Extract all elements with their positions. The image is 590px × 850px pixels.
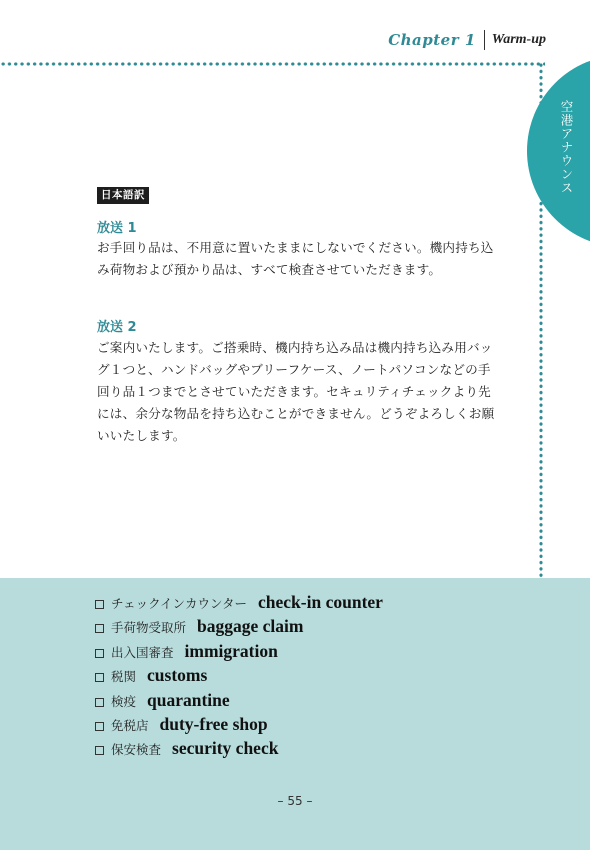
checkbox[interactable]	[95, 722, 104, 731]
vocabulary-item	[95, 690, 383, 714]
vocabulary-item	[95, 714, 383, 738]
vocabulary-japanese: 免税店	[111, 717, 149, 733]
vocabulary-japanese: 保安検査	[111, 742, 162, 758]
broadcast-2-line: ご案内いたします。ご搭乗時、機内持ち込み品は機内持ち込み用バッ	[97, 340, 493, 355]
page-number: – 55 –	[277, 794, 313, 808]
broadcast-2-line: グ１つと、ハンドバッグやブリーフケース、ノートパソコンなどの手	[97, 362, 491, 377]
vocabulary-english: security check	[172, 738, 279, 759]
vocabulary-english: check-in counter	[258, 592, 383, 612]
vocabulary-english: customs	[147, 665, 208, 686]
vocabulary-japanese: 出入国審査	[111, 644, 174, 660]
vocabulary-item	[95, 665, 383, 689]
broadcast-1-body	[97, 237, 517, 281]
vocabulary-english: baggage claim	[197, 616, 304, 637]
broadcast-2-heading: 放送 2	[97, 320, 137, 335]
chapter-divider	[484, 30, 485, 50]
vocabulary-item	[95, 641, 383, 665]
vocabulary-japanese: チェックインカウンター	[111, 596, 248, 611]
vocabulary-item	[95, 738, 383, 762]
checkbox[interactable]	[95, 673, 104, 682]
vocabulary-japanese: 検疫	[111, 693, 137, 709]
checkbox[interactable]	[95, 624, 104, 633]
vocabulary-english: duty-free shop	[159, 713, 268, 734]
broadcast-2-line: いいたします。	[97, 428, 186, 443]
vocabulary-japanese: 手荷物受取所	[111, 620, 187, 636]
vocabulary-list	[95, 592, 383, 763]
vocabulary-item	[95, 592, 383, 616]
chapter-label: Chapter 1	[388, 31, 476, 49]
vocabulary-japanese: 税関	[111, 669, 137, 685]
checkbox[interactable]	[95, 746, 104, 755]
side-tab-label: 空港アナウンス	[559, 100, 574, 195]
checkbox[interactable]	[95, 698, 104, 707]
translation-badge: 日本語訳	[97, 187, 149, 204]
dotted-border-top	[0, 62, 545, 66]
chapter-header	[388, 29, 546, 51]
broadcast-1-line: お手回り品は、不用意に置いたままにしないでください。機内持ち込	[97, 240, 494, 255]
vocabulary-item	[95, 616, 383, 640]
chapter-title: Warm-up	[491, 32, 546, 47]
broadcast-2-line: には、余分な物品を持ち込むことができません。どうぞよろしくお願	[97, 406, 495, 421]
vocabulary-english: immigration	[184, 640, 278, 661]
checkbox[interactable]	[95, 649, 104, 658]
broadcast-2-body	[97, 337, 517, 447]
broadcast-1-heading: 放送 1	[97, 221, 137, 236]
checkbox[interactable]	[95, 600, 104, 609]
vocabulary-english: quarantine	[147, 689, 230, 710]
broadcast-2-line: 回り品１つまでとさせていただきます。セキュリティチェックより先	[97, 384, 491, 399]
broadcast-1-line: み荷物および預かり品は、すべて検査させていただきます。	[97, 262, 442, 277]
